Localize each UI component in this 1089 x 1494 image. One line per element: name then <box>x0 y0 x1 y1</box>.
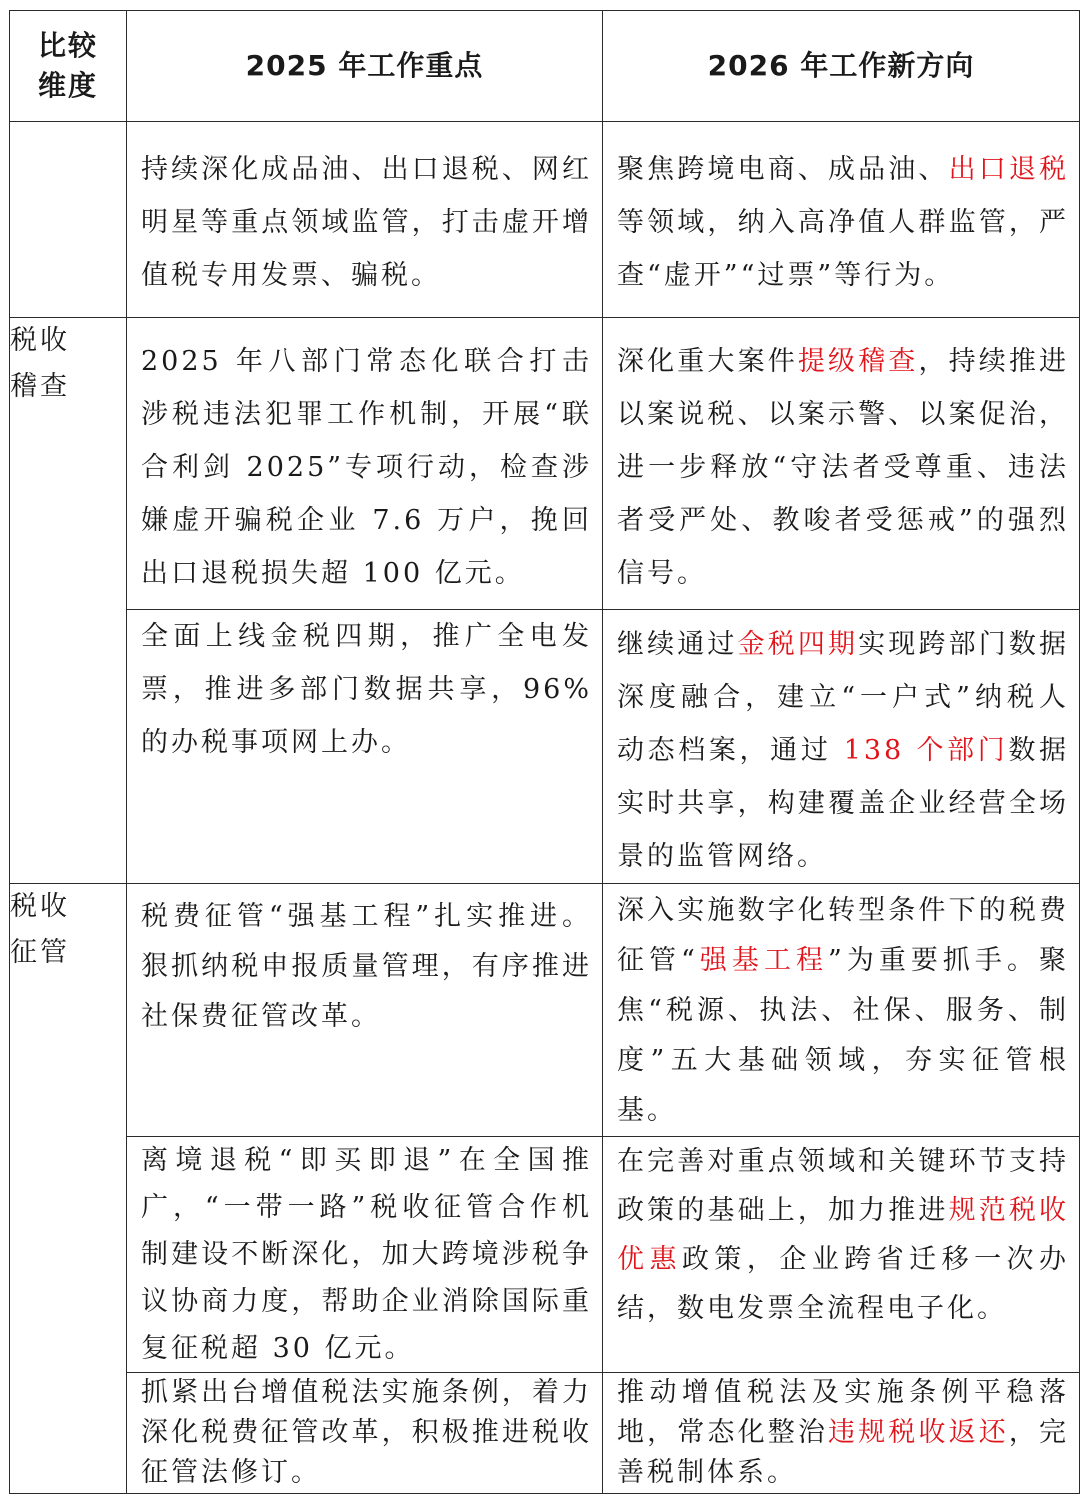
body-text: 推动增值税法及实施条例平稳落地，常态化整治 <box>617 1377 1069 1448</box>
body-text: 政策，企业跨省迁移一次办结，数电发票全流程电子化。 <box>617 1244 1070 1324</box>
cell-2026 <box>603 318 1080 610</box>
cell-2026 <box>603 884 1080 1137</box>
body-text: 聚焦跨境电商、成品油、 <box>617 154 949 185</box>
cell-2025: 持续深化成品油、出口退税、网红明星等重点领域监管，打击虚开增值税专用发票、骗税。 <box>127 122 603 318</box>
dimension-cell-audit <box>10 318 127 884</box>
header-row <box>10 11 1080 122</box>
comparison-table <box>9 10 1080 1494</box>
cell-2025: 抓紧出台增值税法实施条例，着力深化税费征管改革，积极推进税收征管法修订。 <box>127 1373 603 1494</box>
cell-2026 <box>603 1373 1080 1494</box>
dimension-cell-admin <box>10 884 127 1494</box>
table-row <box>10 122 1080 318</box>
cell-2025: 离境退税“即买即退”在全国推广，“一带一路”税收征管合作机制建设不断深化，加大跨境涉税争议协商力度，帮助企业消除国际重复征税超 30 亿元。 <box>127 1137 603 1373</box>
table-row <box>10 610 1080 884</box>
header-2026: 2026 年工作新方向 <box>603 11 1080 122</box>
dimension-cell-empty <box>10 122 127 318</box>
cell-2025: 税费征管“强基工程”扎实推进。狠抓纳税申报质量管理，有序推进社保费征管改革。 <box>127 884 603 1137</box>
body-text: ”为重要抓手。聚焦“税源、执法、社保、服务、制度”五大基础领域，夯实征管根基。 <box>617 945 1069 1126</box>
body-text: 继续通过 <box>617 629 738 660</box>
cell-2026 <box>603 122 1080 318</box>
body-text: ，完善税制体系。 <box>617 1417 1070 1488</box>
highlight-text: 规范税收优惠 <box>617 1195 1070 1275</box>
body-text: 数据实时共享，构建覆盖企业经营全场景的监管网络。 <box>617 735 1069 872</box>
table-row <box>10 1373 1080 1494</box>
body-text: 实现跨部门数据深度融合，建立“一户式”纳税人动态档案，通过 <box>617 629 1070 766</box>
header-dimension <box>10 11 127 122</box>
body-text: 等领域，纳入高净值人群监管，严查“虚开”“过票”等行为。 <box>617 207 1069 291</box>
cell-2026 <box>603 1137 1080 1373</box>
body-text: 深化重大案件 <box>617 346 798 377</box>
highlight-text: 金税四期 <box>737 629 859 660</box>
cell-2026 <box>603 610 1080 884</box>
header-dimension-label: 比较 维度 <box>37 29 98 102</box>
dimension-audit-label: 税收 稽查 <box>10 325 70 402</box>
table-row <box>10 1137 1080 1373</box>
highlight-text: 违规税收返还 <box>828 1417 1009 1448</box>
highlight-text: 强基工程 <box>697 945 828 976</box>
highlight-text: 提级稽查 <box>797 346 919 377</box>
cell-2025: 2025 年八部门常态化联合打击涉税违法犯罪工作机制，开展“联合利剑 2025”专项行动，检查涉嫌虚开骗税企业 7.6 万户，挽回出口退税损失超 100 亿元。 <box>127 318 603 610</box>
table-row <box>10 318 1080 610</box>
body-text: ，持续推进以案说税、以案示警、以案促治，进一步释放“守法者受尊重、违法者受严处、教唆者受惩戒”的强烈信号。 <box>617 346 1070 589</box>
table-row <box>10 884 1080 1137</box>
body-text: 在完善对重点领域和关键环节支持政策的基础上，加力推进 <box>617 1146 1069 1226</box>
body-text: 深入实施数字化转型条件下的税费征管“ <box>617 895 1069 976</box>
highlight-text: 出口退税 <box>948 154 1070 185</box>
header-2025: 2025 年工作重点 <box>127 11 603 122</box>
dimension-admin-label: 税收 征管 <box>10 891 70 968</box>
cell-2025: 全面上线金税四期，推广全电发票，推进多部门数据共享，96% 的办税事项网上办。 <box>127 610 603 884</box>
highlight-text: 138 个部门 <box>843 735 1009 766</box>
